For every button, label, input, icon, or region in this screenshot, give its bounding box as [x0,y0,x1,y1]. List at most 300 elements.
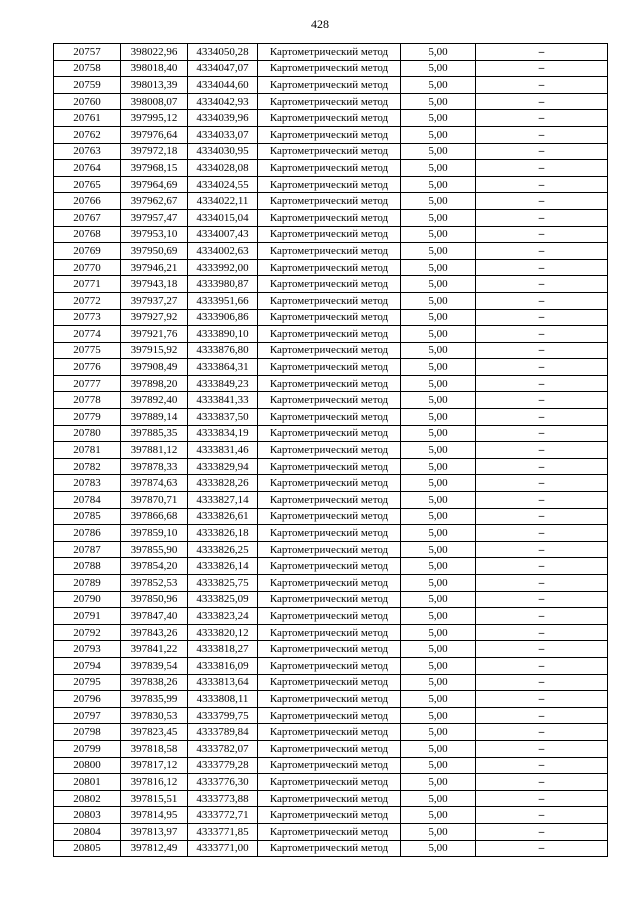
table-row [54,359,608,376]
method-cell: Картометрический метод [258,143,401,160]
description-cell: – [476,60,608,77]
point-number-cell: 20780 [54,425,121,442]
y-coordinate-cell: 4333799,75 [188,707,258,724]
y-coordinate-cell: 4333890,10 [188,326,258,343]
point-number-cell: 20802 [54,790,121,807]
table-row [54,508,608,525]
accuracy-cell: 5,00 [401,641,476,658]
description-cell: – [476,525,608,542]
y-coordinate-cell: 4333826,14 [188,558,258,575]
table-row [54,541,608,558]
point-number-cell: 20778 [54,392,121,409]
table-row [54,458,608,475]
accuracy-cell: 5,00 [401,309,476,326]
y-coordinate-cell: 4333831,46 [188,442,258,459]
coordinates-table [53,43,608,857]
method-cell: Картометрический метод [258,326,401,343]
method-cell: Картометрический метод [258,259,401,276]
table-row [54,209,608,226]
table-row [54,126,608,143]
table-row [54,475,608,492]
description-cell: – [476,840,608,857]
table-row [54,674,608,691]
x-coordinate-cell: 397823,45 [121,724,188,741]
table-row [54,176,608,193]
description-cell: – [476,558,608,575]
table-row [54,641,608,658]
table-row [54,442,608,459]
description-cell: – [476,359,608,376]
y-coordinate-cell: 4333826,25 [188,541,258,558]
point-number-cell: 20799 [54,740,121,757]
method-cell: Картометрический метод [258,740,401,757]
x-coordinate-cell: 397855,90 [121,541,188,558]
y-coordinate-cell: 4333773,88 [188,790,258,807]
accuracy-cell: 5,00 [401,93,476,110]
description-cell: – [476,126,608,143]
accuracy-cell: 5,00 [401,674,476,691]
y-coordinate-cell: 4333825,09 [188,591,258,608]
point-number-cell: 20787 [54,541,121,558]
accuracy-cell: 5,00 [401,44,476,61]
method-cell: Картометрический метод [258,160,401,177]
method-cell: Картометрический метод [258,176,401,193]
table-row [54,525,608,542]
x-coordinate-cell: 397937,27 [121,292,188,309]
point-number-cell: 20804 [54,823,121,840]
accuracy-cell: 5,00 [401,624,476,641]
description-cell: – [476,591,608,608]
y-coordinate-cell: 4334007,43 [188,226,258,243]
point-number-cell: 20762 [54,126,121,143]
method-cell: Картометрический метод [258,840,401,857]
point-number-cell: 20765 [54,176,121,193]
x-coordinate-cell: 397874,63 [121,475,188,492]
method-cell: Картометрический метод [258,292,401,309]
description-cell: – [476,93,608,110]
method-cell: Картометрический метод [258,823,401,840]
description-cell: – [476,392,608,409]
accuracy-cell: 5,00 [401,226,476,243]
method-cell: Картометрический метод [258,359,401,376]
x-coordinate-cell: 398008,07 [121,93,188,110]
point-number-cell: 20805 [54,840,121,857]
x-coordinate-cell: 397835,99 [121,691,188,708]
y-coordinate-cell: 4334050,28 [188,44,258,61]
y-coordinate-cell: 4333837,50 [188,409,258,426]
method-cell: Картометрический метод [258,591,401,608]
table-row [54,375,608,392]
accuracy-cell: 5,00 [401,126,476,143]
x-coordinate-cell: 397830,53 [121,707,188,724]
description-cell: – [476,674,608,691]
table-row [54,624,608,641]
table-row [54,243,608,260]
description-cell: – [476,143,608,160]
description-cell: – [476,691,608,708]
description-cell: – [476,226,608,243]
accuracy-cell: 5,00 [401,757,476,774]
accuracy-cell: 5,00 [401,409,476,426]
point-number-cell: 20784 [54,492,121,509]
method-cell: Картометрический метод [258,409,401,426]
accuracy-cell: 5,00 [401,558,476,575]
accuracy-cell: 5,00 [401,691,476,708]
description-cell: – [476,807,608,824]
method-cell: Картометрический метод [258,674,401,691]
method-cell: Картометрический метод [258,60,401,77]
point-number-cell: 20760 [54,93,121,110]
point-number-cell: 20788 [54,558,121,575]
point-number-cell: 20786 [54,525,121,542]
point-number-cell: 20768 [54,226,121,243]
x-coordinate-cell: 397839,54 [121,657,188,674]
table-row [54,575,608,592]
x-coordinate-cell: 397972,18 [121,143,188,160]
x-coordinate-cell: 397878,33 [121,458,188,475]
x-coordinate-cell: 397816,12 [121,774,188,791]
method-cell: Картометрический метод [258,226,401,243]
point-number-cell: 20801 [54,774,121,791]
point-number-cell: 20800 [54,757,121,774]
method-cell: Картометрический метод [258,624,401,641]
description-cell: – [476,44,608,61]
point-number-cell: 20782 [54,458,121,475]
y-coordinate-cell: 4333808,11 [188,691,258,708]
y-coordinate-cell: 4333772,71 [188,807,258,824]
point-number-cell: 20772 [54,292,121,309]
accuracy-cell: 5,00 [401,823,476,840]
table-row [54,790,608,807]
x-coordinate-cell: 397957,47 [121,209,188,226]
table-row [54,591,608,608]
x-coordinate-cell: 397881,12 [121,442,188,459]
x-coordinate-cell: 397898,20 [121,375,188,392]
accuracy-cell: 5,00 [401,807,476,824]
y-coordinate-cell: 4334033,07 [188,126,258,143]
method-cell: Картометрический метод [258,757,401,774]
method-cell: Картометрический метод [258,44,401,61]
description-cell: – [476,193,608,210]
accuracy-cell: 5,00 [401,292,476,309]
table-row [54,259,608,276]
description-cell: – [476,657,608,674]
accuracy-cell: 5,00 [401,392,476,409]
table-row [54,143,608,160]
accuracy-cell: 5,00 [401,209,476,226]
table-row [54,292,608,309]
point-number-cell: 20792 [54,624,121,641]
method-cell: Картометрический метод [258,243,401,260]
x-coordinate-cell: 397843,26 [121,624,188,641]
point-number-cell: 20770 [54,259,121,276]
y-coordinate-cell: 4333841,33 [188,392,258,409]
point-number-cell: 20763 [54,143,121,160]
accuracy-cell: 5,00 [401,575,476,592]
table-row [54,608,608,625]
table-row [54,757,608,774]
y-coordinate-cell: 4333951,66 [188,292,258,309]
y-coordinate-cell: 4333782,07 [188,740,258,757]
accuracy-cell: 5,00 [401,193,476,210]
x-coordinate-cell: 397814,95 [121,807,188,824]
x-coordinate-cell: 397850,96 [121,591,188,608]
accuracy-cell: 5,00 [401,110,476,127]
table-row [54,160,608,177]
x-coordinate-cell: 397892,40 [121,392,188,409]
description-cell: – [476,475,608,492]
description-cell: – [476,541,608,558]
description-cell: – [476,823,608,840]
description-cell: – [476,442,608,459]
y-coordinate-cell: 4333818,27 [188,641,258,658]
x-coordinate-cell: 397889,14 [121,409,188,426]
table-row [54,657,608,674]
method-cell: Картометрический метод [258,575,401,592]
accuracy-cell: 5,00 [401,77,476,94]
method-cell: Картометрический метод [258,691,401,708]
x-coordinate-cell: 397885,35 [121,425,188,442]
method-cell: Картометрический метод [258,77,401,94]
x-coordinate-cell: 397841,22 [121,641,188,658]
point-number-cell: 20783 [54,475,121,492]
y-coordinate-cell: 4333771,00 [188,840,258,857]
accuracy-cell: 5,00 [401,143,476,160]
accuracy-cell: 5,00 [401,724,476,741]
accuracy-cell: 5,00 [401,176,476,193]
point-number-cell: 20793 [54,641,121,658]
method-cell: Картометрический метод [258,525,401,542]
table-row [54,93,608,110]
description-cell: – [476,790,608,807]
method-cell: Картометрический метод [258,276,401,293]
method-cell: Картометрический метод [258,707,401,724]
description-cell: – [476,110,608,127]
point-number-cell: 20767 [54,209,121,226]
point-number-cell: 20790 [54,591,121,608]
accuracy-cell: 5,00 [401,707,476,724]
accuracy-cell: 5,00 [401,342,476,359]
table-row [54,342,608,359]
description-cell: – [476,326,608,343]
point-number-cell: 20803 [54,807,121,824]
description-cell: – [476,409,608,426]
x-coordinate-cell: 397927,92 [121,309,188,326]
y-coordinate-cell: 4333779,28 [188,757,258,774]
x-coordinate-cell: 397943,18 [121,276,188,293]
accuracy-cell: 5,00 [401,259,476,276]
accuracy-cell: 5,00 [401,492,476,509]
method-cell: Картометрический метод [258,774,401,791]
accuracy-cell: 5,00 [401,276,476,293]
y-coordinate-cell: 4334047,07 [188,60,258,77]
x-coordinate-cell: 397908,49 [121,359,188,376]
table-row [54,77,608,94]
table-row [54,807,608,824]
accuracy-cell: 5,00 [401,442,476,459]
x-coordinate-cell: 397818,58 [121,740,188,757]
accuracy-cell: 5,00 [401,790,476,807]
table-row [54,558,608,575]
method-cell: Картометрический метод [258,807,401,824]
description-cell: – [476,641,608,658]
point-number-cell: 20794 [54,657,121,674]
description-cell: – [476,458,608,475]
table-row [54,425,608,442]
y-coordinate-cell: 4334022,11 [188,193,258,210]
x-coordinate-cell: 397838,26 [121,674,188,691]
description-cell: – [476,160,608,177]
method-cell: Картометрический метод [258,442,401,459]
x-coordinate-cell: 397964,69 [121,176,188,193]
x-coordinate-cell: 397995,12 [121,110,188,127]
description-cell: – [476,757,608,774]
x-coordinate-cell: 397866,68 [121,508,188,525]
point-number-cell: 20769 [54,243,121,260]
method-cell: Картометрический метод [258,110,401,127]
table-row [54,840,608,857]
y-coordinate-cell: 4333980,87 [188,276,258,293]
description-cell: – [476,774,608,791]
y-coordinate-cell: 4333992,00 [188,259,258,276]
y-coordinate-cell: 4333827,14 [188,492,258,509]
accuracy-cell: 5,00 [401,326,476,343]
table-row [54,823,608,840]
y-coordinate-cell: 4333864,31 [188,359,258,376]
method-cell: Картометрический метод [258,193,401,210]
table-row [54,110,608,127]
accuracy-cell: 5,00 [401,375,476,392]
point-number-cell: 20789 [54,575,121,592]
accuracy-cell: 5,00 [401,591,476,608]
y-coordinate-cell: 4333825,75 [188,575,258,592]
method-cell: Картометрический метод [258,724,401,741]
y-coordinate-cell: 4333826,18 [188,525,258,542]
description-cell: – [476,707,608,724]
x-coordinate-cell: 398018,40 [121,60,188,77]
method-cell: Картометрический метод [258,209,401,226]
method-cell: Картометрический метод [258,641,401,658]
description-cell: – [476,740,608,757]
table-row [54,276,608,293]
point-number-cell: 20781 [54,442,121,459]
x-coordinate-cell: 397817,12 [121,757,188,774]
x-coordinate-cell: 397870,71 [121,492,188,509]
y-coordinate-cell: 4333771,85 [188,823,258,840]
method-cell: Картометрический метод [258,475,401,492]
method-cell: Картометрический метод [258,392,401,409]
table-row [54,193,608,210]
description-cell: – [476,425,608,442]
x-coordinate-cell: 397968,15 [121,160,188,177]
description-cell: – [476,608,608,625]
description-cell: – [476,508,608,525]
x-coordinate-cell: 397815,51 [121,790,188,807]
y-coordinate-cell: 4334039,96 [188,110,258,127]
accuracy-cell: 5,00 [401,525,476,542]
table-row [54,707,608,724]
x-coordinate-cell: 397953,10 [121,226,188,243]
y-coordinate-cell: 4333849,23 [188,375,258,392]
y-coordinate-cell: 4333816,09 [188,657,258,674]
point-number-cell: 20791 [54,608,121,625]
x-coordinate-cell: 397854,20 [121,558,188,575]
accuracy-cell: 5,00 [401,608,476,625]
y-coordinate-cell: 4334042,93 [188,93,258,110]
description-cell: – [476,724,608,741]
method-cell: Картометрический метод [258,425,401,442]
y-coordinate-cell: 4334028,08 [188,160,258,177]
table-row [54,492,608,509]
description-cell: – [476,575,608,592]
table-row [54,226,608,243]
y-coordinate-cell: 4334015,04 [188,209,258,226]
y-coordinate-cell: 4333776,30 [188,774,258,791]
table-row [54,691,608,708]
point-number-cell: 20785 [54,508,121,525]
description-cell: – [476,375,608,392]
accuracy-cell: 5,00 [401,243,476,260]
method-cell: Картометрический метод [258,93,401,110]
table-row [54,326,608,343]
x-coordinate-cell: 397859,10 [121,525,188,542]
description-cell: – [476,176,608,193]
description-cell: – [476,309,608,326]
y-coordinate-cell: 4333834,19 [188,425,258,442]
method-cell: Картометрический метод [258,558,401,575]
point-number-cell: 20759 [54,77,121,94]
x-coordinate-cell: 397946,21 [121,259,188,276]
x-coordinate-cell: 397813,97 [121,823,188,840]
point-number-cell: 20758 [54,60,121,77]
description-cell: – [476,259,608,276]
point-number-cell: 20795 [54,674,121,691]
point-number-cell: 20771 [54,276,121,293]
table-row [54,409,608,426]
y-coordinate-cell: 4334002,63 [188,243,258,260]
description-cell: – [476,342,608,359]
method-cell: Картометрический метод [258,657,401,674]
method-cell: Картометрический метод [258,375,401,392]
table-row [54,774,608,791]
x-coordinate-cell: 397976,64 [121,126,188,143]
table-row [54,740,608,757]
point-number-cell: 20776 [54,359,121,376]
method-cell: Картометрический метод [258,608,401,625]
accuracy-cell: 5,00 [401,740,476,757]
accuracy-cell: 5,00 [401,657,476,674]
accuracy-cell: 5,00 [401,359,476,376]
y-coordinate-cell: 4334044,60 [188,77,258,94]
x-coordinate-cell: 397915,92 [121,342,188,359]
point-number-cell: 20774 [54,326,121,343]
table-row [54,392,608,409]
description-cell: – [476,276,608,293]
accuracy-cell: 5,00 [401,160,476,177]
point-number-cell: 20796 [54,691,121,708]
accuracy-cell: 5,00 [401,774,476,791]
table-row [54,60,608,77]
method-cell: Картометрический метод [258,790,401,807]
x-coordinate-cell: 397950,69 [121,243,188,260]
description-cell: – [476,292,608,309]
point-number-cell: 20757 [54,44,121,61]
y-coordinate-cell: 4333820,12 [188,624,258,641]
x-coordinate-cell: 397921,76 [121,326,188,343]
table-row [54,44,608,61]
x-coordinate-cell: 397847,40 [121,608,188,625]
y-coordinate-cell: 4333828,26 [188,475,258,492]
